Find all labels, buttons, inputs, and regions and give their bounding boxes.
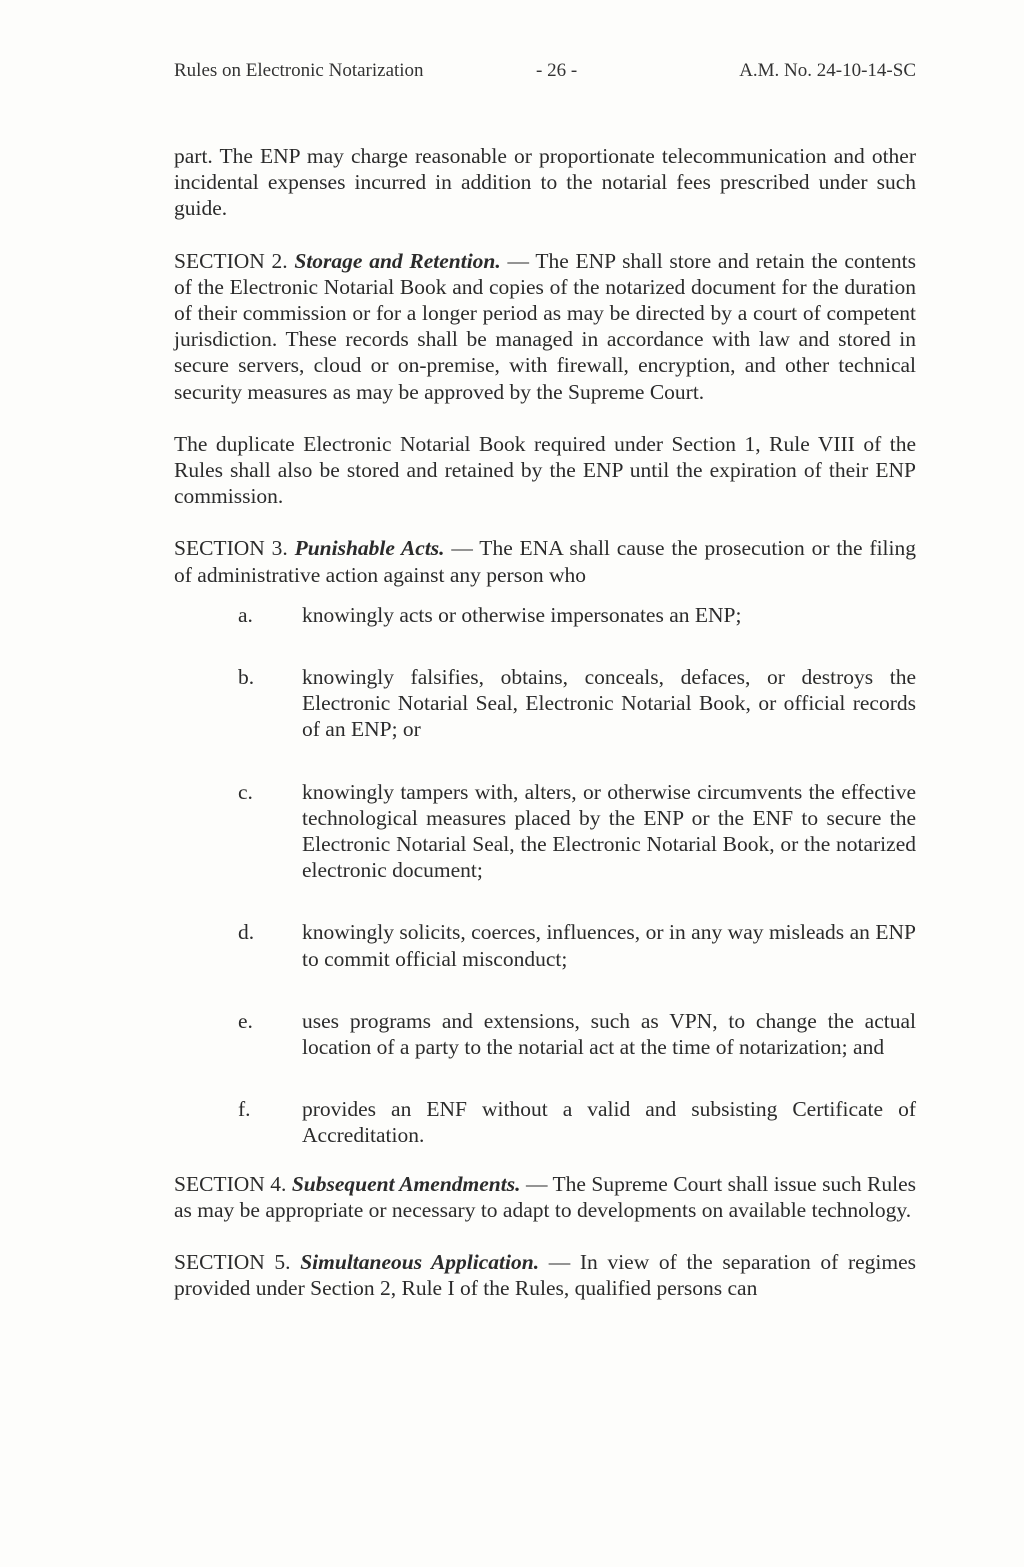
header-document-title: Rules on Electronic Notarization — [174, 60, 424, 81]
section-2-paragraph-2: The duplicate Electronic Notarial Book required under Section 1, Rule VIII of the Rules shall also be stored and retained by the ENP until the expiration of their ENP commission. — [174, 431, 916, 509]
section-3-title: Punishable Acts. — [294, 536, 445, 561]
list-marker: a. — [238, 602, 253, 627]
section-2-title: Storage and Retention. — [294, 248, 501, 273]
list-item-text: provides an ENF without a valid and subsisting Certificate of Accreditation. — [302, 1097, 916, 1148]
list-item-text: uses programs and extensions, such as VPN, to change the actual location of a party to the notarial act at the time of notarization; and — [302, 1008, 916, 1060]
section-3 — [174, 535, 916, 587]
list-item — [174, 919, 916, 971]
list-item — [174, 779, 916, 884]
paragraph-continuation: part. The ENP may charge reasonable or proportionate telecommunication and other incidental expenses incurred in addition to the notarial fees prescribed under such guide. — [174, 144, 916, 221]
list-item — [174, 602, 916, 628]
list-marker: b. — [238, 665, 255, 690]
list-item-text: knowingly tampers with, alters, or otherwise circumvents the effective technological measures placed by the ENP or the ENF to secure the Electronic Notarial Seal, the Electronic Notarial Book, or the notarized electronic document; — [302, 779, 916, 883]
list-marker: c. — [238, 779, 253, 804]
section-4-title: Subsequent Amendments. — [291, 1171, 521, 1196]
section-5-body: — In view of the separation of regimes provided under Section 2, Rule I of the Rules, qualified persons can — [174, 1250, 917, 1301]
section-2-body: — The ENP shall store and retain the contents of the Electronic Notarial Book and copies of the notarized document for the duration of their commission or for a longer period as may be directed by a court of competent jurisdiction. These records shall be managed in accordance with law and stored in secure servers, cloud or on-premise, with firewall, encryption, and other technical security measures as may be approved by the Supreme Court. — [174, 248, 917, 404]
page-header — [174, 60, 916, 88]
header-case-number: A.M. No. 24-10-14-SC — [739, 60, 916, 81]
section-4-number: SECTION 4. — [174, 1171, 287, 1196]
section-4-body: — The Supreme Court shall issue such Rules as may be appropriate or necessary to adapt to developments on available technology. — [174, 1171, 917, 1222]
list-marker: d. — [238, 920, 255, 945]
list-marker: f. — [238, 1097, 251, 1122]
list-item — [174, 664, 916, 743]
section-5-title: Simultaneous Application. — [300, 1250, 540, 1275]
list-item-text: knowingly acts or otherwise impersonates an ENP; — [302, 602, 742, 627]
document-body — [174, 143, 916, 1328]
section-4 — [174, 1171, 916, 1223]
punishable-acts-list — [174, 602, 916, 1149]
section-3-body: — The ENA shall cause the prosecution or the filing of administrative action against any person who — [174, 536, 916, 587]
list-marker: e. — [238, 1008, 253, 1033]
section-5 — [174, 1249, 916, 1301]
section-5-number: SECTION 5. — [174, 1250, 291, 1275]
list-item — [174, 1008, 916, 1060]
section-2 — [174, 248, 916, 405]
page-number: - 26 - — [536, 60, 578, 81]
list-item-text: knowingly solicits, coerces, influences, or in any way misleads an ENP to commit official misconduct; — [302, 920, 916, 971]
list-item-text: knowingly falsifies, obtains, conceals, defaces, or destroys the Electronic Notarial Seal, Electronic Notarial Book, or official records of an ENP; or — [302, 665, 916, 742]
section-2-number: SECTION 2. — [174, 248, 288, 273]
section-3-number: SECTION 3. — [174, 536, 288, 561]
list-item — [174, 1096, 916, 1148]
